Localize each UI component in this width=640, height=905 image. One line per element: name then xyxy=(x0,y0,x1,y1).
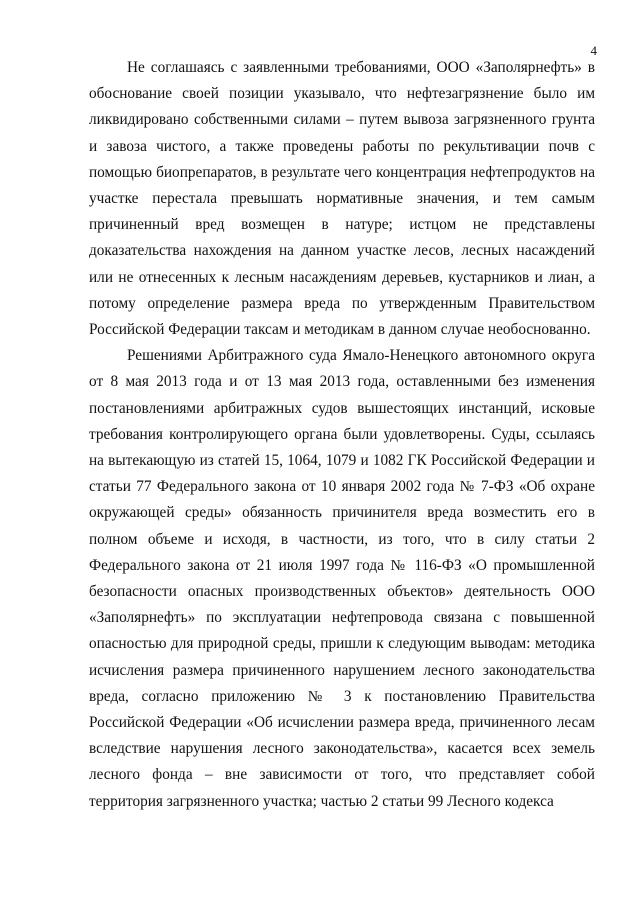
document-body xyxy=(89,55,595,815)
paragraph-court-decisions: Решениями Арбитражного суда Ямало-Ненецкого автономного округа от 8 мая 2013 года и от 13 мая 2013 года, оставленными без изменения постановлениями арбитражных судов вышестоящих инстанций, исковые требования контролирующего органа были удовлетворены. Суды, ссылаясь на вытекающую из статей 15, 1064, 1079 и 1082 ГК Российской Федерации и статьи 77 Федерального закона от 10 января 2002 года № 7-ФЗ «Об охране окружающей среды» обязанность причинителя вреда возместить его в полном объеме и исходя, в частности, из того, что в силу статьи 2 Федерального закона от 21 июля 1997 года № 116-ФЗ «О промышленной безопасности опасных производственных объектов» деятельность ООО «Заполярнефть» по эксплуатации нефтепровода связана с повышенной опасностью для природной среды, пришли к следующим выводам: методика исчисления размера причиненного нарушением лесного законодательства вреда, согласно приложению № 3 к постановлению Правительства Российской Федерации «Об исчислении размера вреда, причиненного лесам вследствие нарушения лесного законодательства», касается всех земель лесного фонда – вне зависимости от того, что представляет собой территория загрязненного участка; частью 2 статьи 99 Лесного кодекса xyxy=(89,347,595,810)
paragraph-defendant-position: Не соглашаясь с заявленными требованиями, ООО «Заполярнефть» в обоснование своей позиции указывало, что нефтезагрязнение было им ликвидировано собственными силами – путем вывоза загрязненного грунта и завоза чистого, а также проведены работы по рекультивации почв с помощью биопрепаратов, в результате чего концентрация нефтепродуктов на участке перестала превышать нормативные значения, и тем самым причиненный вред возмещен в натуре; истцом не представлены доказательства нахождения на данном участке лесов, лесных насаждений или не отнесенных к лесным насаждениям деревьев, кустарников и лиан, а потому определение размера вреда по утвержденным Правительством Российской Федерации таксам и методикам в данном случае необоснованно. xyxy=(89,59,595,339)
page-number: 4 xyxy=(590,43,597,58)
